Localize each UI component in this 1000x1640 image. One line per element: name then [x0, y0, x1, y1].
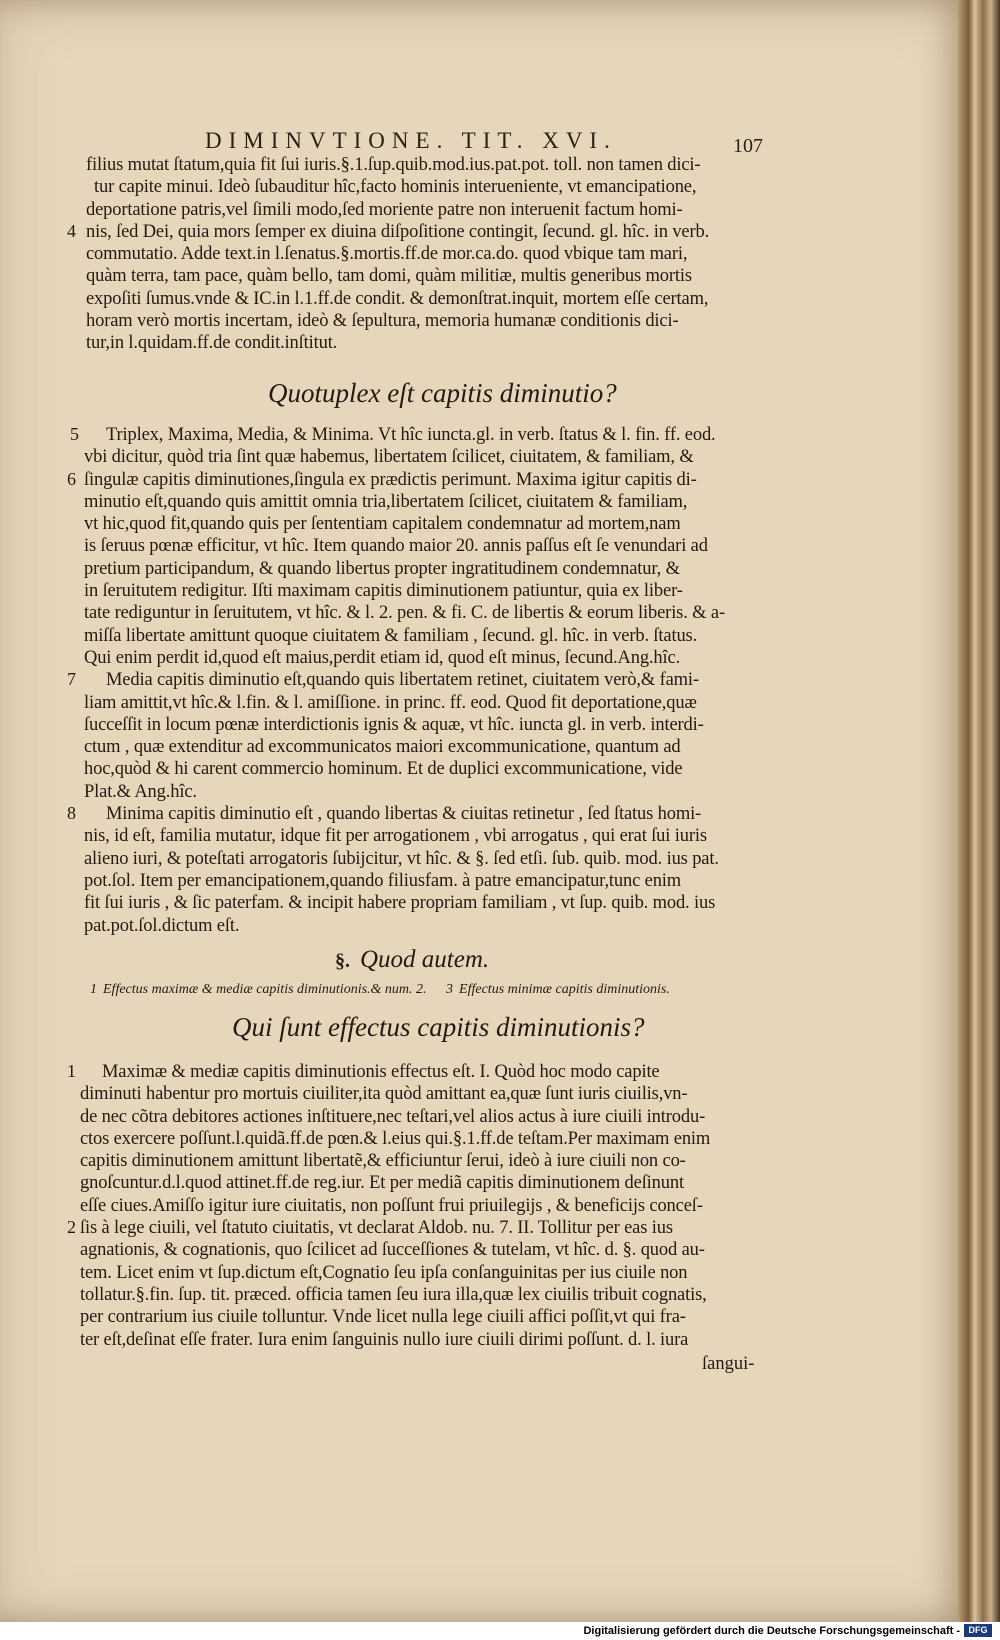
summary-item-number: 1	[90, 982, 97, 997]
text-line: nis, ſed Dei, quia mors ſemper ex diuina diſpoſitione contingit, ſecund. gl. hîc. in verb.	[86, 221, 710, 242]
paragraph-heading-text: Quod autem.	[360, 946, 490, 973]
footer-bar	[0, 1622, 1000, 1640]
text-line: eſſe ciues.Amiſſo igitur iure ciuitatis, non poſſunt frui priuilegijs , & beneficijs conceſ-	[80, 1195, 703, 1216]
text-line: horam verò mortis incertam, ideò & ſepultura, memoria humanæ conditionis dici-	[86, 311, 679, 332]
text-line: ſucceſſit in locum pœnæ interdictionis ignis & aquæ, vt hîc. iuncta gl. in verb. interdi-	[84, 714, 704, 735]
text-line: alieno iuri, & poteſtati arrogatoris ſubijcitur, vt hîc. & §. ſed etſi. ſub. quib. mod. ius pat.	[84, 848, 719, 869]
section-heading: Qui ſunt effectus capitis diminutionis?	[232, 1012, 645, 1042]
margin-number: 5	[70, 424, 79, 444]
text-line: pat.pot.ſol.dictum eſt.	[84, 915, 240, 936]
text-line: tur,in l.quidam.ff.de condit.inſtitut.	[86, 333, 338, 354]
text-line: Triplex, Maxima, Media, & Minima. Vt hîc iuncta.gl. in verb. ſtatus & l. fin. ff. eod.	[106, 425, 716, 445]
text-line: tem. Licet enim vt ſup.dictum eſt,Cognatio ſeu ipſa conſanguinitas per ius ciuile non	[80, 1262, 688, 1283]
text-line: vt hic,quod fit,quando quis per ſententiam capitalem condemnatur ad mortem,nam	[84, 514, 681, 535]
text-line: gnoſcuntur.d.l.quod attinet.ff.de reg.iur. Et per mediã capitis diminutionem deſinunt	[80, 1173, 684, 1194]
text-line: miſſa libertate amittunt quoque ciuitatem & familiam , ſecund. gl. hîc. in verb. ſtatus.	[84, 625, 698, 646]
page-edge-stack	[958, 0, 1000, 1622]
text-line: ctos exercere poſſunt.l.quidã.ff.de pœn.& l.eius qui.§.1.ff.de teſtam.Per maximam enim	[80, 1128, 711, 1149]
page-number: 107	[733, 135, 763, 157]
text-line: tate rediguntur in ſeruitutem, vt hîc. & l. 2. pen. & fi. C. de libertis & eorum liberis. & a-	[84, 603, 725, 624]
text-line: deportatione patris,vel ſimili modo,ſed moriente patre non interuenit factum homi-	[86, 199, 683, 220]
summary-item: Effectus maximæ & mediæ capitis diminutionis.& num. 2.	[103, 982, 427, 997]
text-line: Plat.& Ang.hîc.	[84, 781, 197, 802]
text-line: Maximæ & mediæ capitis diminutionis effectus eſt. I. Quòd hoc modo capite	[102, 1062, 660, 1082]
text-line: pretium participandum, & quando libertus propter ingratitudinem condemnatur, &	[84, 558, 680, 579]
text-line: minutio eſt,quando quis amittit omnia tria,libertatem ſcilicet, ciuitatem & familiam,	[84, 491, 688, 512]
text-line: liam amittit,vt hîc.& l.fin. & l. amiſſione. in princ. ff. eod. Quod fit deportatione,quæ	[84, 692, 697, 713]
text-line: is ſeruus pœnæ efficitur, vt hîc. Item quando maior 20. annis paſſus eſt ſe venundari ad	[84, 536, 708, 557]
text-line: agnationis, & cognationis, quo ſcilicet ad ſucceſſiones & tutelam, vt hîc. d. §. quod au-	[80, 1240, 705, 1261]
text-line: ctum , quæ extenditur ad excommunicatos maiori excommunicatione, quantum ad	[84, 737, 681, 758]
text-line: Minima capitis diminutio eſt , quando libertas & ciuitas retinetur , ſed ſtatus homi-	[106, 804, 702, 825]
section-2-text	[84, 424, 774, 937]
text-line: filius mutat ſtatum,quia fit ſui iuris.§.1.ſup.quib.mod.ius.pat.pot. toll. non tamen dici-	[86, 155, 701, 175]
text-line: commutatio. Adde text.in l.ſenatus.§.mortis.ff.de mor.ca.do. quod vbique tam mari,	[86, 244, 688, 265]
text-line: hoc,quòd & hi carent commercio hominum. Et de duplici excommunicatione, vide	[84, 759, 683, 780]
text-line: Media capitis diminutio eſt,quando quis libertatem retinet, ciuitatem verò,& fami-	[106, 670, 699, 691]
summary-line	[90, 982, 670, 998]
margin-number: 8	[67, 803, 76, 823]
dfg-logo-icon: DFG	[964, 1624, 992, 1637]
text-line: Qui enim perdit id,quod eſt maius,perdit etiam id, quod eſt minus, ſecund.Ang.hîc.	[84, 647, 681, 668]
text-line: ter eſt,deſinat eſſe frater. Iura enim ſanguinis nullo iure ciuili dirimi poſſunt. d. l. iura	[80, 1329, 689, 1350]
text-line: de nec cõtra debitores actiones inſtituere,nec teſtari,vel alios actus à iure ciuili introdu-	[80, 1106, 706, 1127]
text-line: capitis diminutionem amittunt libertatẽ,& efficiuntur ſerui, ideò à iure ciuili non co-	[80, 1151, 686, 1172]
margin-number: 1	[67, 1061, 76, 1081]
margin-number: 6	[67, 469, 76, 489]
footer-credit: Digitalisierung gefördert durch die Deutsche Forschungsgemeinschaft -	[583, 1625, 960, 1637]
catchword: ſangui-	[702, 1354, 755, 1374]
text-line: tollatur.§.fin. ſup. tit. præced. officia tamen ſeu iura illa,quæ lex ciuilis tribuit cognatis,	[80, 1284, 707, 1305]
text-line: quàm terra, tam pace, quàm bello, tam domi, quàm militiæ, multis generibus mortis	[86, 266, 692, 287]
text-line: pot.ſol. Item per emancipationem,quando filiusfam. à patre emancipatur,tunc enim	[84, 870, 682, 891]
section-3-text	[80, 1061, 775, 1351]
text-line: expoſiti ſumus.vnde & IC.in l.1.ff.de condit. & demonſtrat.inquit, mortem eſſe certam,	[86, 288, 709, 309]
margin-number: 7	[67, 669, 76, 689]
text-line: ſingulæ capitis diminutiones,ſingula ex prædictis perimunt. Maxima igitur capitis di-	[84, 469, 697, 490]
text-line: in ſeruitutem redigitur. Iſti maximam capitis diminutionem patiuntur, quia ex liber-	[84, 581, 683, 602]
section-mark: §.	[335, 950, 350, 972]
text-line: ſis à lege ciuili, vel ſtatuto ciuitatis, vt declarat Aldob. nu. 7. II. Tollitur per eas ius	[80, 1218, 673, 1239]
section-heading: Quotuplex eſt capitis diminutio?	[268, 378, 617, 408]
summary-item-number: 3	[446, 982, 454, 997]
text-line: nis, id eſt, familia mutatur, idque fit per arrogationem , vbi arrogatus , qui erat ſui iuris	[84, 826, 707, 847]
running-head: DIMINVTIONE. TIT. XVI.	[205, 128, 617, 153]
margin-number: 2	[67, 1217, 76, 1237]
text-line: tur capite minui. Ideò ſubauditur hîc,facto hominis interueniente, vt emancipatione,	[94, 177, 697, 198]
margin-number: 4	[67, 221, 76, 241]
text-line: diminuti habentur pro mortuis ciuiliter,ita quòd amittant ea,quæ ſunt iuris ciuilis,vn-	[80, 1084, 688, 1105]
text-line: fit ſui iuris , & ſic paterfam. & incipit habere propriam familiam , vt ſup. quib. mod. ius	[84, 893, 716, 914]
section-1-text	[86, 154, 776, 355]
text-line: vbi dicitur, quòd tria ſint quæ habemus, libertatem ſcilicet, ciuitatem, & familiam, &	[84, 447, 694, 468]
summary-item: Effectus minimæ capitis diminutionis.	[459, 982, 670, 997]
paragraph-heading	[335, 946, 489, 974]
text-line: per contrarium ius ciuile tolluntur. Vnde licet nulla lege ciuili affici poſſit,vt qui fra-	[80, 1307, 686, 1328]
